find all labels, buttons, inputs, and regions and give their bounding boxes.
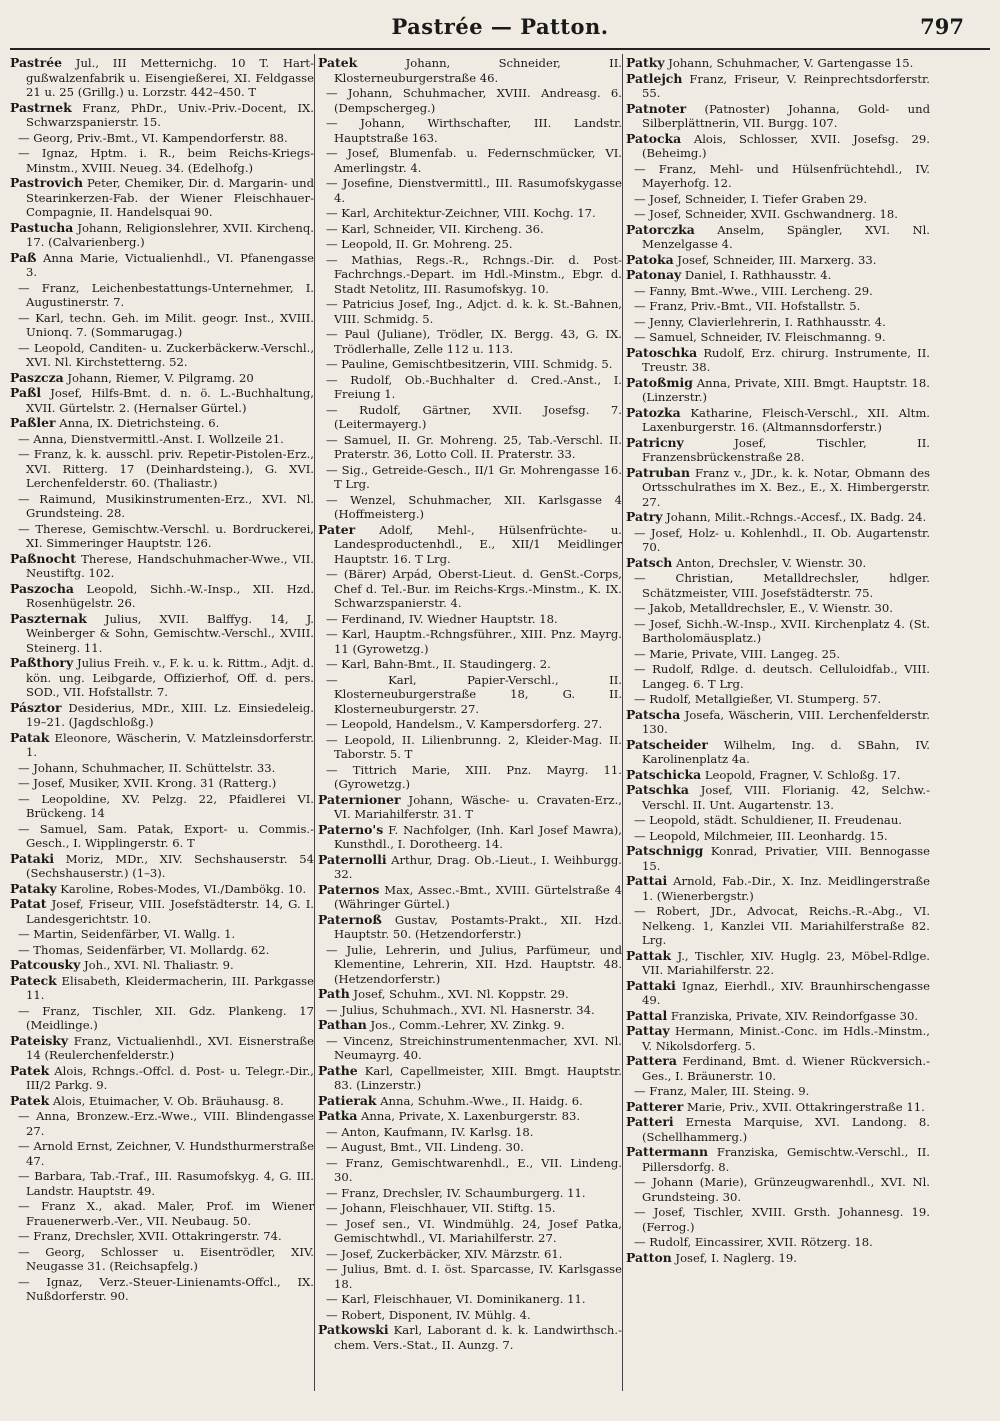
directory-subentry: — Thomas, Seidenfärber, VI. Mollardg. 62. <box>18 942 270 957</box>
directory-subentry: — Christian, Metalldrechsler, hdlger. Schätzmeister, VIII. Josefstädterstr. 75. <box>634 571 930 600</box>
directory-entry <box>626 1115 930 1144</box>
entry-details: Alois, Schlosser, XVII. Josefsg. 29. (Beheimg.) <box>642 131 930 160</box>
directory-subentry: — Samuel, Schneider, IV. Fleischmanng. 9. <box>634 330 886 344</box>
directory-subentry: — Franz, Maler, III. Steing. 9. <box>634 1084 810 1098</box>
entry-details: Jul., III Metternichg. 10 T. Hart-gußwalzenfabrik u. Eisengießerei, XI. Feldgasse 21 u. 25 (Grillg.) u. Lorzstr. 442–450. T <box>26 56 314 99</box>
directory-subentry: — Franz, Gemischtwarenhdl., E., VII. Lindeng. 30. <box>326 1155 622 1184</box>
entry-details: Josef, VIII. Florianig. 42, Selchw.-Verschl. II. Unt. Augartenstr. 13. <box>642 783 930 812</box>
directory-subentry: — Karl, Hauptm.-Rchngsführer., XIII. Pnz. Mayrg. 11 (Gyrowetzg.) <box>326 627 622 656</box>
entry-details: Johann, Religionslehrer, XVII. Kirchenq. 17. (Calvarienberg.) <box>26 220 314 249</box>
directory-entry <box>626 1024 930 1053</box>
directory-subentry: — Jenny, Clavierlehrerin, I. Rathhausstr. 4. <box>634 314 886 329</box>
entry-surname: Pathan <box>318 1017 367 1032</box>
entry-details: Joh., XVI. Nl. Thaliastr. 9. <box>80 958 234 972</box>
directory-subentry: — Georg, Schlosser u. Eisentrödler, XIV. Neugasse 31. (Reichsapfelg.) <box>18 1244 314 1273</box>
entry-surname: Patschka <box>626 782 689 797</box>
directory-entry <box>318 883 622 912</box>
directory-entry <box>626 1251 930 1266</box>
entry-surname: Patoka <box>626 251 674 267</box>
directory-entry <box>626 102 930 131</box>
directory-entry <box>318 1018 622 1033</box>
directory-entry <box>626 132 930 161</box>
directory-entry <box>626 56 930 71</box>
entry-details: Elisabeth, Kleidermacherin, III. Parkgasse 11. <box>26 973 314 1002</box>
entry-details: Alois, Rchngs.-Offcl. d. Post- u. Telegr.-Dir., III/2 Parkg. 9. <box>26 1063 314 1092</box>
entry-surname: Pattay <box>626 1023 670 1038</box>
directory-subentry: — Rudolf, Metallgießer, VI. Stumperg. 57. <box>634 692 882 706</box>
directory-entry <box>10 416 314 431</box>
entry-details: Anna, Private, X. Laxenburgerstr. 83. <box>357 1109 581 1123</box>
entry-details: Johann, Riemer, V. Pilgramg. 20 <box>63 370 254 385</box>
directory-subentry: — Josef, Musiker, XVII. Krong. 31 (Ratterg.) <box>18 776 277 790</box>
entry-details: Katharine, Fleisch-Verschl., XII. Altm. Laxenburgerstr. 16. (Altmannsdorferstr.) <box>642 405 930 434</box>
directory-entry <box>626 436 930 465</box>
directory-entry <box>626 466 930 510</box>
entry-details: Wilhelm, Ing. d. SBahn, IV. Karolinenplatz 4a. <box>642 737 930 766</box>
entry-surname: Patoßmig <box>626 374 693 390</box>
directory-entry <box>10 176 314 220</box>
entry-details: Karl, Capellmeister, XIII. Bmgt. Hauptstr. 83. (Linzerstr.) <box>334 1063 622 1092</box>
directory-entry <box>10 582 314 611</box>
directory-subentry: — Karl, techn. Geh. im Milit. geogr. Inst., XVIII. Unionq. 7. (Sommarugag.) <box>18 310 314 339</box>
entry-surname: Patruban <box>626 464 690 480</box>
directory-subentry: — Josef, Zuckerbäcker, XIV. Märzstr. 61. <box>326 1246 563 1261</box>
entry-surname: Paßler <box>10 415 56 430</box>
entry-surname: Patton <box>626 1249 672 1265</box>
directory-subentry: — Samuel, II. Gr. Mohreng. 25, Tab.-Verschl. II. Praterstr. 36, Lotto Coll. II. Praterstr. 33. <box>326 432 622 461</box>
directory-entry <box>10 701 314 730</box>
entry-details: Josef, Schneider, III. Marxerg. 33. <box>673 252 877 267</box>
entry-details: Franz, PhDr., Univ.-Priv.-Docent, IX. Schwarzspanierstr. 15. <box>26 100 314 129</box>
entry-details: Johann, Schneider, II. Klosterneuburgerstraße 46. <box>334 56 622 85</box>
directory-subentry: — Martin, Seidenfärber, VI. Wallg. 1. <box>18 927 236 941</box>
directory-entry <box>318 823 622 852</box>
directory-subentry: — Josef sen., VI. Windmühlg. 24, Josef Patka, Gemischtwhdl., VI. Mariahilferstr. 27. <box>326 1216 622 1245</box>
directory-subentry: — Ignaz, Verz.-Steuer-Linienamts-Offcl., IX. Nußdorferstr. 90. <box>18 1274 314 1303</box>
directory-subentry: — Josef, Sichh.-W.-Insp., XVII. Kirchenplatz 4. (St. Bartholomäusplatz.) <box>634 616 930 645</box>
directory-subentry: — Julie, Lehrerin, und Julius, Parfümeur, und Klementine, Lehrerin, XII. Hzd. Hauptstr. 48. (Hetzendorferstr.) <box>326 942 622 986</box>
entry-surname: Paßthory <box>10 655 74 670</box>
entry-surname: Patlejch <box>626 70 683 86</box>
directory-subentry: — Johann, Fleischhauer, VII. Stiftg. 15. <box>326 1201 556 1215</box>
directory-entry <box>626 510 930 525</box>
directory-entry <box>10 897 314 926</box>
entry-surname: Pásztor <box>10 699 62 715</box>
entry-details: Alois, Etuimacher, V. Ob. Bräuhausg. 8. <box>49 1093 284 1108</box>
entry-surname: Pattermann <box>626 1144 709 1159</box>
directory-entry <box>10 656 314 700</box>
entry-details: (Patnoster) Johanna, Gold- und Silberplättnerin, VII. Burgg. 107. <box>642 101 930 130</box>
directory-subentry: — Leopold, Handelsm., V. Kampersdorferg. 27. <box>326 717 603 731</box>
entry-details: Josef, Tischler, II. Franzensbrückenstraße 28. <box>642 435 930 464</box>
entry-details: Peter, Chemiker, Dir. d. Margarin- und Stearinkerzen-Fab. der Wiener Fleischhauer-Compagnie, II. Handelsquai 90. <box>26 176 314 219</box>
directory-entry <box>318 1323 622 1352</box>
directory-subentry: — Anna, Bronzew.-Erz.-Wwe., VIII. Blindengasse 27. <box>18 1109 314 1138</box>
page-title: Pastrée — Patton. <box>391 14 609 39</box>
column-2 <box>318 56 622 1385</box>
directory-entry <box>318 523 622 567</box>
directory-entry <box>626 253 930 268</box>
directory-subentry: — Josef, Holz- u. Kohlenhdl., II. Ob. Augartenstr. 70. <box>634 525 930 554</box>
entry-surname: Patsch <box>626 554 673 570</box>
directory-subentry: — Franz, k. k. ausschl. priv. Repetir-Pistolen-Erz., XVI. Ritterg. 17 (Deinhardsteing.), G. XVI. Lerchenfelderstr. 60. (Thaliastr.) <box>18 447 314 490</box>
entry-details: Therese, Handschuhmacher-Wwe., VII. Neustiftg. 102. <box>26 551 314 580</box>
directory-entry <box>318 1109 622 1124</box>
entry-surname: Patschicka <box>626 766 702 782</box>
entry-surname: Pathe <box>318 1062 358 1078</box>
directory-subentry: — Franz, Mehl- und Hülsenfrüchtehdl., IV. Mayerhofg. 12. <box>634 161 930 190</box>
entry-details: Leopold, Fragner, V. Schloßg. 17. <box>701 767 901 782</box>
directory-subentry: — Leopold, städt. Schuldiener, II. Freudenau. <box>634 813 902 827</box>
directory-subentry: — Leopold, II. Lilienbrunng. 2, Kleider-Mag. II. Taborstr. 5. T <box>326 732 622 761</box>
directory-subentry: — Franz, Tischler, XII. Gdz. Plankeng. 17 (Meidlinge.) <box>18 1003 314 1032</box>
directory-subentry: — Sig., Getreide-Gesch., II/1 Gr. Mohrengasse 16. T Lrg. <box>326 462 622 491</box>
directory-entry <box>318 1064 622 1093</box>
directory-entry <box>626 874 930 903</box>
entry-surname: Paternoß <box>318 911 382 927</box>
directory-entry <box>10 371 314 386</box>
entry-surname: Patteri <box>626 1114 674 1129</box>
entry-surname: Pastrovich <box>10 175 83 190</box>
entry-details: Johann, Milit.-Rchngs.-Accesf., IX. Badg. 24. <box>662 510 927 524</box>
entry-details: Konrad, Privatier, VIII. Bennogasse 15. <box>642 844 930 873</box>
directory-subentry: — Johann, Schuhmacher, XVIII. Andreasg. 6. (Dempschergeg.) <box>326 86 622 115</box>
directory-subentry: — Rudolf, Eincassirer, XVII. Rötzerg. 18. <box>634 1235 873 1249</box>
directory-subentry: — Julius, Bmt. d. I. öst. Sparcasse, IV. Karlsgasse 18. <box>326 1262 622 1291</box>
directory-entry <box>626 346 930 375</box>
directory-subentry: — Karl, Papier-Verschl., II. Klosterneuburgerstraße 18, G. II. Klosterneuburgerstr. 27. <box>326 672 622 716</box>
entry-details: Julius Freih. v., F. k. u. k. Rittm., Adjt. d. kön. ung. Leibgarde, Offizierhof, Off. d. pers. SOD., VII. Hofstallstr. 7. <box>26 656 314 699</box>
directory-entry <box>626 556 930 571</box>
entry-surname: Patnoter <box>626 100 687 116</box>
directory-subentry: — Anna, Dienstvermittl.-Anst. I. Wollzeile 21. <box>18 431 284 446</box>
entry-surname: Paternioner <box>318 791 401 807</box>
entry-details: J., Tischler, XIV. Huglg. 23, Möbel-Rdlge. VII. Mariahilferstr. 22. <box>642 948 930 977</box>
directory-subentry: — Ignaz, Hptm. i. R., beim Reichs-Kriegs-Minstm., XVIII. Neueg. 34. (Edelhofg.) <box>18 146 314 175</box>
entry-details: Moriz, MDr., XIV. Sechshauserstr. 54 (Sechshauserstr.) (1–3). <box>26 851 314 880</box>
entry-details: Ernesta Marquise, XVI. Landong. 8. (Schellhammerg.) <box>642 1115 930 1144</box>
directory-subentry: — Arnold Ernst, Zeichner, V. Hundsthurmerstraße 47. <box>18 1139 314 1168</box>
directory-subentry: — Samuel, Sam. Patak, Export- u. Commis.-Gesch., I. Wipplingerstr. 6. T <box>18 821 314 850</box>
entry-details: Rudolf, Erz. chirurg. Instrumente, II. Treustr. 38. <box>642 345 930 374</box>
column-divider <box>622 54 623 1391</box>
directory-subentry: — Paul (Juliane), Trödler, IX. Bergg. 43, G. IX. Trödlerhalle, Zelle 112 u. 113. <box>326 327 622 356</box>
entry-details: Eleonore, Wäscherin, V. Matzleinsdorferstr. 1. <box>26 730 314 759</box>
entry-surname: Patek <box>10 1092 50 1108</box>
entry-surname: Pattak <box>626 947 672 963</box>
entry-surname: Pattai <box>626 873 668 888</box>
directory-entry <box>626 268 930 283</box>
entry-details: Karl, Laborant d. k. k. Landwirthsch.-chem. Vers.-Stat., II. Aunzg. 7. <box>334 1323 622 1352</box>
entry-details: Julius, XVII. Balffyg. 14, J. Weinberger & Sohn, Gemischtw.-Verschl., XVIII. Steinerg. 11. <box>26 611 314 655</box>
entry-details: Anna, Private, XIII. Bmgt. Hauptstr. 18. (Linzerstr.) <box>642 375 930 404</box>
entry-surname: Patcousky <box>10 957 81 972</box>
directory-entry <box>626 1054 930 1083</box>
directory-entry <box>10 101 314 130</box>
entry-surname: Paszternak <box>10 610 87 626</box>
directory-subentry: — Leopoldine, XV. Pelzg. 22, Pfaidlerei VI. Brückeng. 14 <box>18 791 314 820</box>
column-divider <box>314 54 315 1391</box>
directory-subentry: — Josefine, Dienstvermittl., III. Rasumofskygasse 4. <box>326 176 622 205</box>
directory-subentry: — Franz X., akad. Maler, Prof. im Wiener Frauenerwerb.-Ver., VII. Neubaug. 50. <box>18 1199 314 1228</box>
entry-surname: Patricny <box>626 434 684 450</box>
entry-details: Ignaz, Eierhdl., XIV. Braunhirschengasse 49. <box>642 978 930 1007</box>
entry-details: Arnold, Fab.-Dir., X. Inz. Meidlingerstraße 1. (Wienerbergstr.) <box>642 874 930 903</box>
entry-details: Josef, I. Naglerg. 19. <box>671 1250 797 1265</box>
directory-entry <box>10 612 314 656</box>
entry-surname: Pattera <box>626 1053 677 1068</box>
directory-subentry: — Johann, Schuhmacher, II. Schüttelstr. 33. <box>18 760 276 775</box>
entry-details: Arthur, Drag. Ob.-Lieut., I. Weihburgg. 32. <box>334 852 622 881</box>
directory-entry <box>10 958 314 973</box>
directory-subentry: — Wenzel, Schuhmacher, XII. Karlsgasse 4 (Hoffmeisterg.) <box>326 492 622 521</box>
entry-details: Anna Marie, Victualienhdl., VI. Pfanengasse 3. <box>26 250 314 279</box>
directory-subentry: — Karl, Architektur-Zeichner, VIII. Kochg. 17. <box>326 206 596 220</box>
directory-subentry: — Rudolf, Gärtner, XVII. Josefsg. 7. (Leitermayerg.) <box>326 402 622 431</box>
column-1 <box>10 56 314 1385</box>
entry-details: Marie, Priv., XVII. Ottakringerstraße 11. <box>683 1099 925 1114</box>
entry-surname: Path <box>318 986 350 1001</box>
directory-subentry: — Anton, Kaufmann, IV. Karlsg. 18. <box>326 1124 534 1139</box>
directory-entry <box>626 738 930 767</box>
directory-entry <box>10 1094 314 1109</box>
directory-subentry: — Leopold, Canditen- u. Zuckerbäckerw.-Verschl., XVI. Nl. Kirchstetterng. 52. <box>18 340 314 369</box>
directory-entry <box>10 731 314 760</box>
directory-subentry: — Pauline, Gemischtbesitzerin, VIII. Schmidg. 5. <box>326 357 613 371</box>
entry-details: Ferdinand, Bmt. d. Wiener Rückversich.-Ges., I. Bräunerstr. 10. <box>642 1054 930 1083</box>
directory-subentry: — Barbara, Tab.-Traf., III. Rasumofskyg. 4, G. III. Landstr. Hauptstr. 49. <box>18 1169 314 1198</box>
entry-details: Josefa, Wäscherin, VIII. Lerchenfelderstr. 130. <box>642 707 930 736</box>
directory-entry <box>626 708 930 737</box>
directory-entry <box>626 949 930 978</box>
entry-surname: Patscheider <box>626 736 708 752</box>
directory-subentry: — Karl, Bahn-Bmt., II. Staudingerg. 2. <box>326 657 551 671</box>
directory-subentry: — Franz, Drechsler, IV. Schaumburgerg. 11. <box>326 1185 586 1200</box>
directory-entry <box>626 72 930 101</box>
entry-details: Daniel, I. Rathhausstr. 4. <box>681 268 832 282</box>
directory-entry <box>626 406 930 435</box>
entry-details: Johann, Wäsche- u. Cravaten-Erz., VI. Mariahilferstr. 31. T <box>334 792 622 821</box>
directory-entry <box>10 386 314 415</box>
page-number: 797 <box>920 14 964 39</box>
entry-surname: Pataky <box>10 880 57 896</box>
entry-surname: Pastrnek <box>10 99 72 115</box>
directory-subentry: — Rudolf, Rdlge. d. deutsch. Celluloidfab., VIII. Langeg. 6. T Lrg. <box>634 662 930 691</box>
entry-details: Anselm, Spängler, XVI. Nl. Menzelgasse 4. <box>642 222 930 251</box>
directory-entry <box>626 979 930 1008</box>
directory-entry <box>626 783 930 812</box>
entry-surname: Patschnigg <box>626 843 704 858</box>
entry-surname: Paß <box>10 249 37 265</box>
entry-surname: Patozka <box>626 404 681 420</box>
directory-subentry: — Patricius Josef, Ing., Adjct. d. k. k. St.-Bahnen, VIII. Schmidg. 5. <box>326 297 622 326</box>
entry-surname: Pater <box>318 521 356 537</box>
directory-subentry: — Raimund, Musikinstrumenten-Erz., XVI. Nl. Grundsteing. 28. <box>18 491 314 520</box>
directory-entry <box>318 793 622 822</box>
entry-surname: Patierak <box>318 1092 377 1108</box>
directory-subentry: — Tittrich Marie, XIII. Pnz. Mayrg. 11. (Gyrowetzg.) <box>326 762 622 791</box>
entry-surname: Paternos <box>318 881 380 897</box>
directory-subentry: — Franz, Drechsler, XVII. Ottakringerstr. 74. <box>18 1229 282 1243</box>
directory-entry <box>626 768 930 783</box>
entry-surname: Patonay <box>626 267 682 282</box>
entry-details: Franziska, Gemischtw.-Verschl., II. Pillersdorfg. 8. <box>642 1145 930 1174</box>
header-rule <box>10 48 990 50</box>
entry-surname: Pastucha <box>10 219 74 235</box>
directory-subentry: — Marie, Private, VIII. Langeg. 25. <box>634 646 841 661</box>
directory-subentry: — Fanny, Bmt.-Wwe., VIII. Lercheng. 29. <box>634 283 873 298</box>
directory-subentry: — Karl, Schneider, VII. Kircheng. 36. <box>326 221 544 236</box>
entry-surname: Patocka <box>626 130 682 146</box>
directory-subentry: — Josef, Blumenfab. u. Federnschmücker, VI. Amerlingstr. 4. <box>326 146 622 175</box>
entry-details: Franziska, Private, XIV. Reindorfgasse 30. <box>667 1008 919 1023</box>
entry-surname: Pataki <box>10 850 55 866</box>
directory-entry <box>10 1064 314 1093</box>
directory-subentry: — Leopold, II. Gr. Mohreng. 25. <box>326 237 513 251</box>
entry-surname: Pattaki <box>626 977 676 993</box>
directory-entry <box>626 1009 930 1024</box>
column-3 <box>626 56 930 1385</box>
entry-surname: Paßl <box>10 385 42 400</box>
directory-entry <box>318 56 622 85</box>
directory-entry <box>626 844 930 873</box>
directory-subentry: — Robert, JDr., Advocat, Reichs.-R.-Abg., VI. Nelkeng. 1, Kanzlei VII. Mariahilferstraße 82. Lrg. <box>634 904 930 947</box>
directory-entry <box>10 852 314 881</box>
entry-details: Josef, Friseur, VIII. Josefstädterstr. 14, G. I. Landesgerichtstr. 10. <box>26 897 314 926</box>
directory-subentry: — Therese, Gemischtw.-Verschl. u. Bordruckerei, XI. Simmeringer Hauptstr. 126. <box>18 521 314 550</box>
entry-surname: Patek <box>318 56 358 70</box>
directory-subentry: — Julius, Schuhmach., XVI. Nl. Hasnerstr. 34. <box>326 1002 595 1017</box>
entry-surname: Patka <box>318 1108 358 1123</box>
entry-details: Adolf, Mehl-, Hülsenfrüchte- u. Landesproductenhdl., E., XII/1 Meidlinger Hauptstr. 16. T Lrg. <box>334 522 622 566</box>
directory-entry <box>626 1145 930 1174</box>
entry-surname: Paßnocht <box>10 550 76 566</box>
entry-surname: Patak <box>10 729 50 745</box>
entry-surname: Paternolli <box>318 851 387 867</box>
entry-surname: Patoschka <box>626 344 698 360</box>
entry-surname: Pattal <box>626 1007 668 1023</box>
entry-details: Josef, Hilfs-Bmt. d. n. ö. L.-Buchhaltung, XVII. Gürtelstr. 2. (Hernalser Gürtel.) <box>26 386 314 415</box>
directory-subentry: — Georg, Priv.-Bmt., VI. Kampendorferstr. 88. <box>18 130 288 145</box>
entry-details: F. Nachfolger, (Inh. Karl Josef Mawra), Kunsthdl., I. Dorotheerg. 14. <box>334 822 622 851</box>
directory-entry <box>626 376 930 405</box>
entry-surname: Pastrée <box>10 56 63 70</box>
directory-entry <box>318 913 622 942</box>
directory-subentry: — Josef, Tischler, XVIII. Grsth. Johannesg. 19. (Ferrog.) <box>634 1205 930 1234</box>
directory-subentry: — Ferdinand, IV. Wiedner Hauptstr. 18. <box>326 611 558 626</box>
entry-surname: Pateisky <box>10 1032 69 1048</box>
entry-surname: Patek <box>10 1062 50 1078</box>
directory-entry <box>10 251 314 280</box>
directory-entry <box>318 1094 622 1109</box>
entry-surname: Patkowski <box>318 1322 389 1337</box>
directory-subentry: — Karl, Fleischhauer, VI. Dominikanerg. 11. <box>326 1292 586 1306</box>
entry-details: Anton, Drechsler, V. Wienstr. 30. <box>672 555 867 570</box>
entry-surname: Patky <box>626 56 665 70</box>
entry-surname: Paszocha <box>10 580 74 596</box>
directory-entry <box>10 1034 314 1063</box>
entry-details: Johann, Schuhmacher, V. Gartengasse 15. <box>664 56 914 70</box>
entry-surname: Paszcza <box>10 369 64 385</box>
directory-entry <box>10 882 314 897</box>
entry-details: Jos., Comm.-Lehrer, XV. Zinkg. 9. <box>366 1018 565 1032</box>
entry-details: Leopold, Sichh.-W.-Insp., XII. Hzd. Rosenhügelstr. 26. <box>26 581 314 610</box>
entry-details: Hermann, Minist.-Conc. im Hdls.-Minstm., V. Nikolsdorferg. 5. <box>642 1024 930 1053</box>
directory-subentry: — August, Bmt., VII. Lindeng. 30. <box>326 1140 524 1154</box>
directory-subentry: — Franz, Priv.-Bmt., VII. Hofstallstr. 5. <box>634 299 861 313</box>
directory-subentry: — Josef, Schneider, XVII. Gschwandnerg. 18. <box>634 207 898 221</box>
entry-surname: Patorczka <box>626 221 695 237</box>
directory-entry <box>10 552 314 581</box>
directory-subentry: — Johann (Marie), Grünzeugwarenhdl., XVI. Nl. Grundsteing. 30. <box>634 1175 930 1204</box>
entry-details: Max, Assec.-Bmt., XVIII. Gürtelstraße 4 (Währinger Gürtel.) <box>334 882 622 911</box>
directory-entry <box>10 56 314 100</box>
entry-details: Franz v., JDr., k. k. Notar, Obmann des Ortsschulrathes im X. Bez., E., X. Himbergerstr. 27. <box>642 465 930 509</box>
entry-details: Gustav, Postamts-Prakt., XII. Hzd. Hauptstr. 50. (Hetzendorferstr.) <box>334 912 622 941</box>
directory-entry <box>318 853 622 882</box>
directory-entry <box>318 987 622 1002</box>
directory-subentry: — Franz, Leichenbestattungs-Unternehmer, I. Augustinerstr. 7. <box>18 280 314 309</box>
entry-surname: Paterno's <box>318 821 384 837</box>
entry-details: Karoline, Robes-Modes, VI./Dambökg. 10. <box>56 881 307 896</box>
entry-surname: Patscha <box>626 706 681 722</box>
directory-entry <box>626 223 930 252</box>
entry-details: Desiderius, MDr., XIII. Lz. Einsiedeleig. 19–21. (Jagdschloßg.) <box>26 700 314 729</box>
directory-subentry: — Josef, Schneider, I. Tiefer Graben 29. <box>634 191 868 206</box>
entry-details: Anna, Schuhm.-Wwe., II. Haidg. 6. <box>376 1093 583 1108</box>
directory-subentry: — Mathias, Regs.-R., Rchngs.-Dir. d. Post-Fachrchngs.-Depart. im Hdl.-Minstm., Ebgr. d. Stadt Netolitz, III. Rasumofskyg. 10. <box>326 252 622 296</box>
entry-details: Franz, Friseur, V. Reinprechtsdorferstr. 55. <box>642 71 930 100</box>
directory-subentry: — Vincenz, Streichinstrumentenmacher, XVI. Nl. Neumayrg. 40. <box>326 1033 622 1062</box>
directory-entry <box>10 221 314 250</box>
directory-subentry: — Johann, Wirthschafter, III. Landstr. Hauptstraße 163. <box>326 116 622 145</box>
directory-subentry: — Leopold, Milchmeier, III. Leonhardg. 15. <box>634 828 888 843</box>
directory-subentry: — Rudolf, Ob.-Buchhalter d. Cred.-Anst., I. Freiung 1. <box>326 372 622 401</box>
entry-details: Franz, Victualienhdl., XVI. Eisnerstraße 14 (Reulerchenfelderstr.) <box>26 1033 314 1062</box>
directory-entry <box>626 1100 930 1115</box>
entry-surname: Patat <box>10 896 47 911</box>
directory-subentry: — Robert, Disponent, IV. Mühlg. 4. <box>326 1307 531 1322</box>
entry-surname: Patry <box>626 509 663 524</box>
directory-entry <box>10 974 314 1003</box>
entry-details: Anna, IX. Dietrichsteing. 6. <box>55 416 220 430</box>
entry-details: Josef, Schuhm., XVI. Nl. Koppstr. 29. <box>349 987 569 1001</box>
entry-surname: Patterer <box>626 1098 684 1114</box>
directory-subentry: — (Bärer) Arpád, Oberst-Lieut. d. GenSt.-Corps, Chef d. Tel.-Bur. im Reichs-Krgs.-Minstm., K. IX. Schwarzspanierstr. 4. <box>326 567 622 610</box>
entry-surname: Pateck <box>10 972 57 988</box>
directory-subentry: — Jakob, Metalldrechsler, E., V. Wienstr. 30. <box>634 601 893 615</box>
